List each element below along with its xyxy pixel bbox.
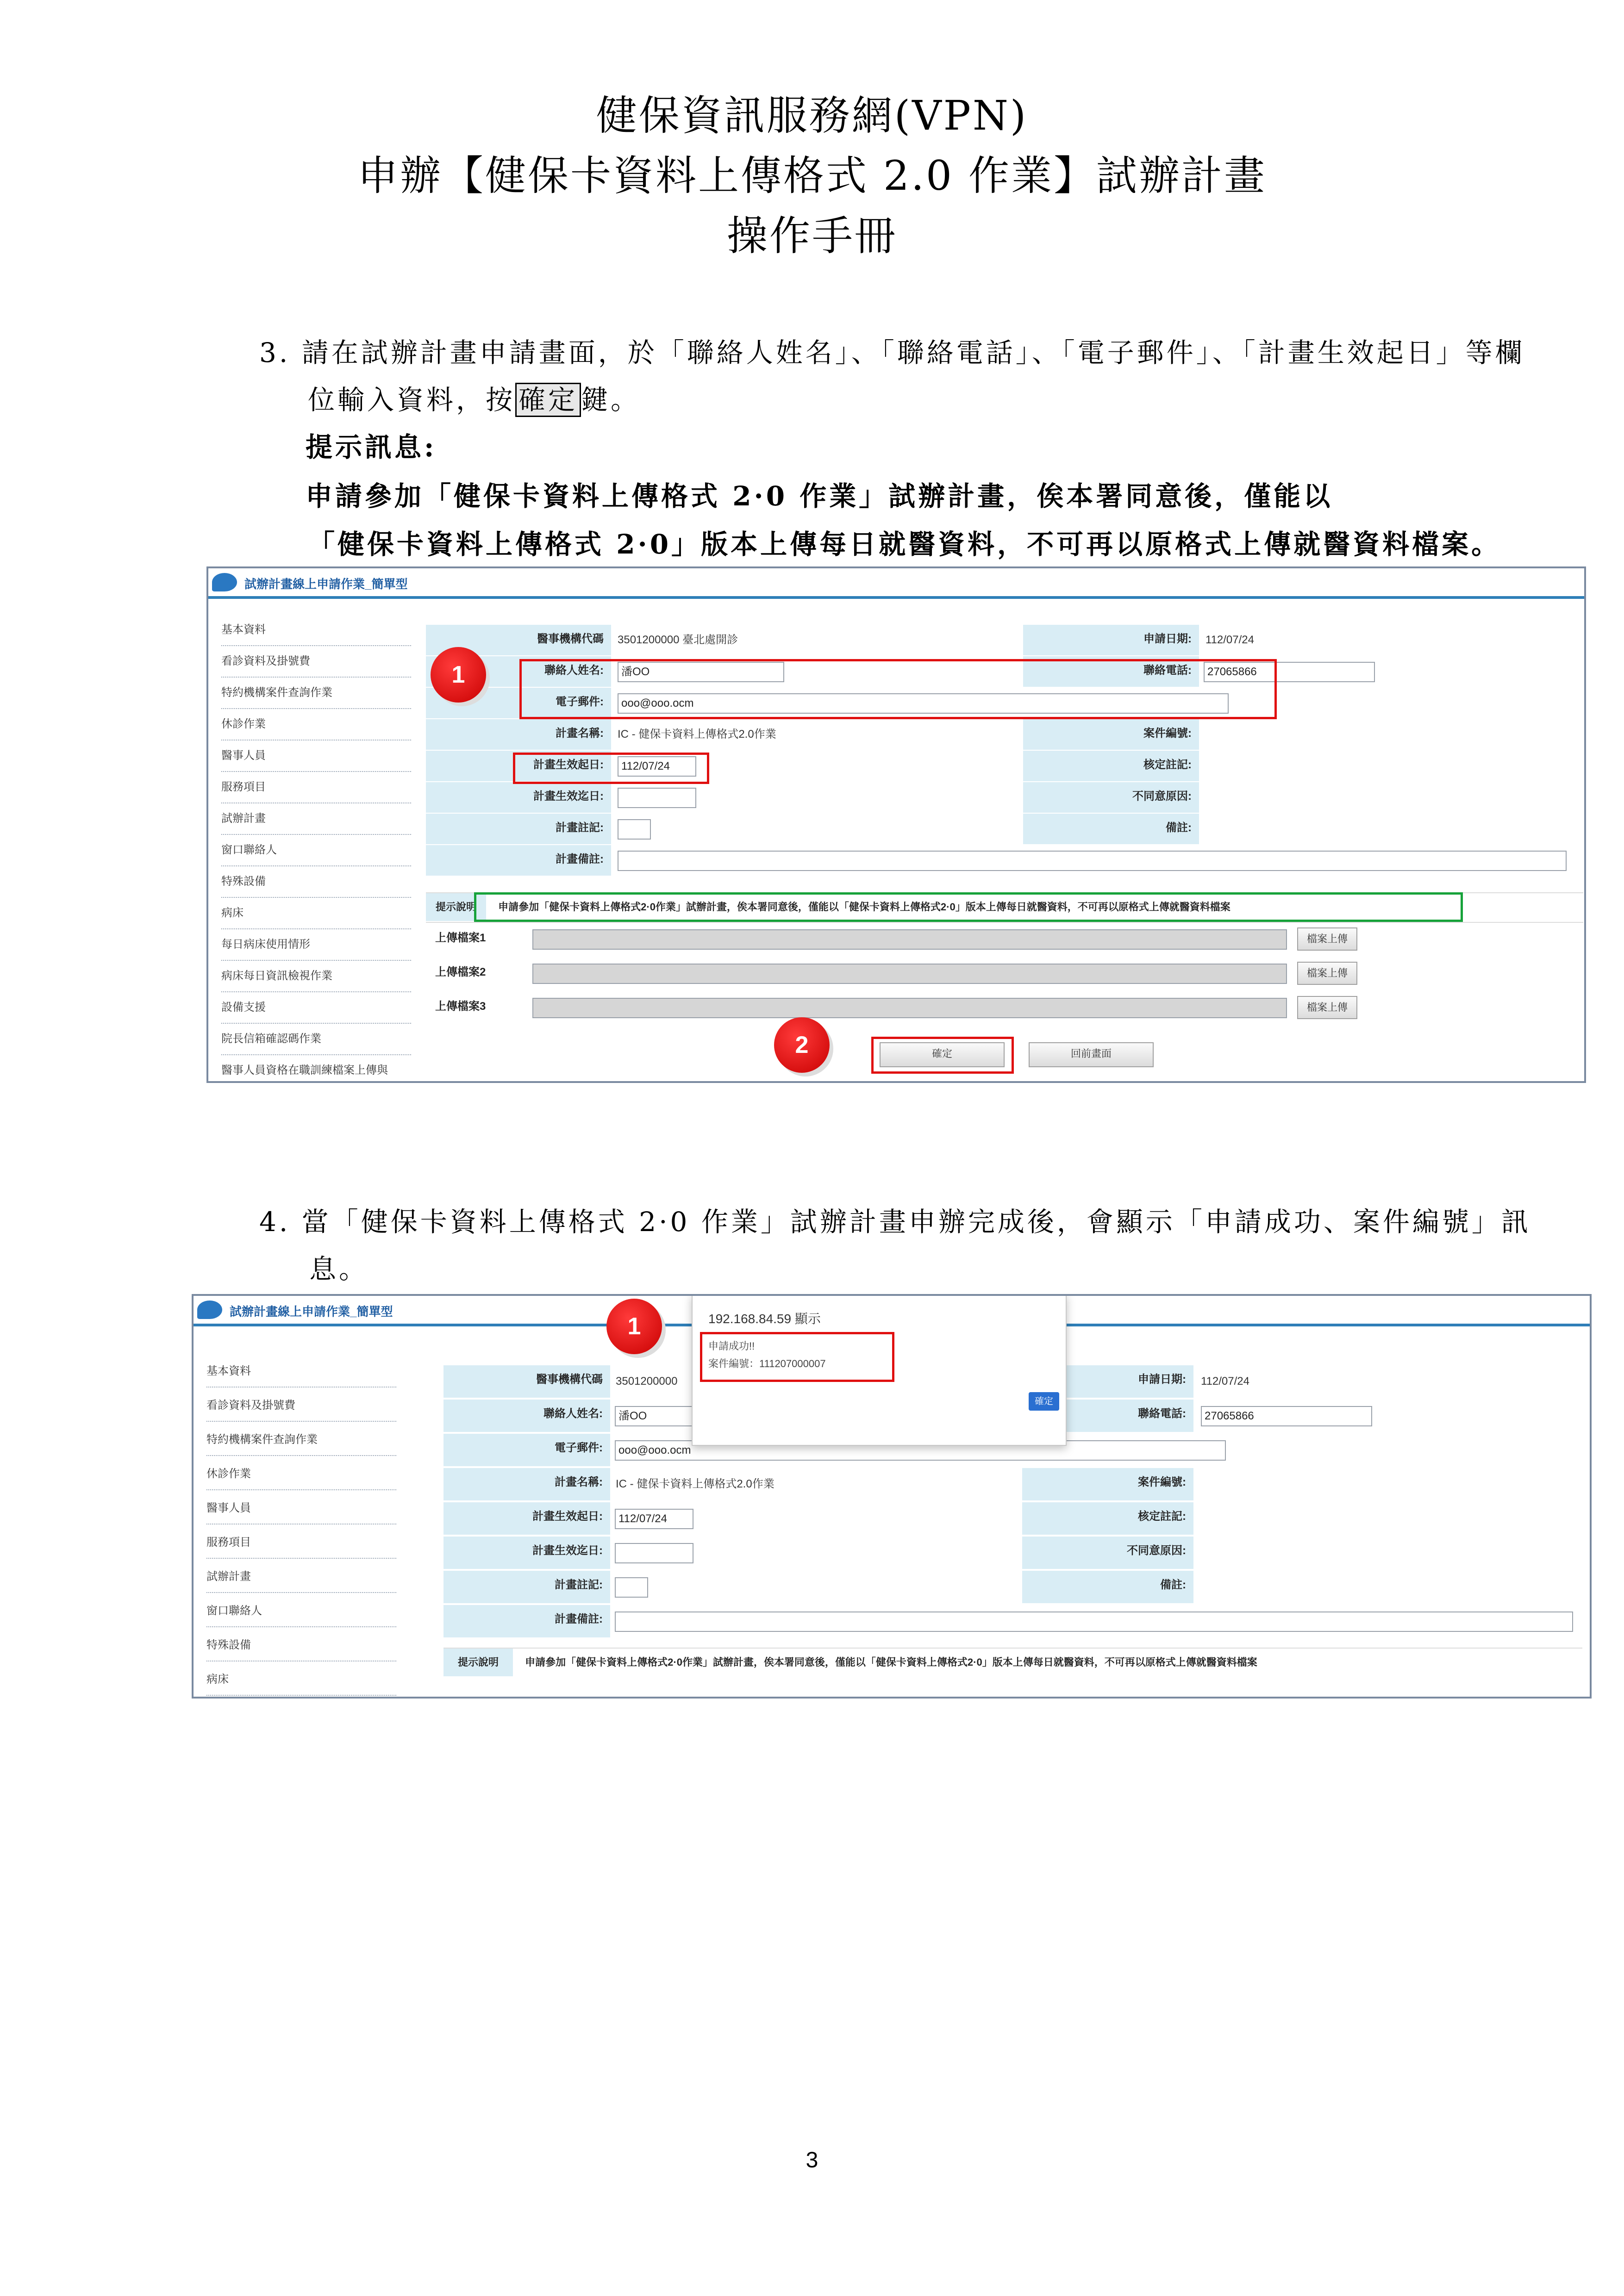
sidebar-item[interactable]: 試辦計畫 <box>221 803 411 835</box>
start-date-input[interactable]: 112/07/24 <box>615 1509 693 1529</box>
label-plan-name: 計畫名稱: <box>426 719 611 750</box>
upload-label: 上傳檔案3 <box>426 992 518 1023</box>
sidebar-item[interactable]: 每日病床使用情形 <box>221 929 411 961</box>
label-contact-phone: 聯絡電話: <box>1023 656 1199 687</box>
label-reject-reason: 不同意原因: <box>1022 1537 1193 1569</box>
dialog-message-highlight <box>700 1332 894 1382</box>
plan-note-input[interactable] <box>618 819 651 840</box>
step-badge-1: 1 <box>431 647 486 703</box>
sidebar-item[interactable]: 看診資料及掛號費 <box>221 646 411 678</box>
hint-label: 提示說明 <box>426 893 486 921</box>
dialog-ok-button[interactable]: 確定 <box>1029 1392 1059 1411</box>
dialog-message-case-no: 案件編號：111207000007 <box>708 1358 826 1369</box>
sidebar-item[interactable]: 病床每日資訊檢視作業 <box>221 961 411 992</box>
label-contact-phone: 聯絡電話: <box>1022 1400 1193 1432</box>
page-number: 3 <box>806 2148 818 2172</box>
doc-title-line1: 健保資訊服務網(VPN) <box>596 92 1028 139</box>
label-apply-date: 申請日期: <box>1023 625 1199 655</box>
sidebar-item[interactable]: 服務項目 <box>221 772 411 803</box>
label-end-date: 計畫生效迄日: <box>426 782 611 813</box>
file-upload-button[interactable]: 檔案上傳 <box>1297 962 1357 985</box>
confirm-button[interactable]: 確定 <box>880 1042 1005 1067</box>
value-plan-name: IC - 健保卡資料上傳格式2.0作業 <box>618 728 776 740</box>
hint-row <box>443 1648 1582 1677</box>
sidebar-item[interactable]: 特殊設備 <box>206 1630 396 1661</box>
sidebar-item[interactable]: 特約機構案件查詢作業 <box>206 1425 396 1456</box>
label-org-code: 醫事機構代碼 <box>443 1365 610 1398</box>
label-start-date: 計畫生效起日: <box>443 1502 610 1535</box>
file-upload-button[interactable]: 檔案上傳 <box>1297 996 1357 1019</box>
confirm-button-highlight <box>871 1037 1014 1074</box>
label-plan-note: 計畫註記: <box>443 1571 610 1603</box>
form-header-title: 試辦計畫線上申請作業_簡單型 <box>244 577 408 591</box>
screenshot-apply-success <box>192 1294 1592 1699</box>
label-approve-note: 核定註記: <box>1022 1502 1193 1535</box>
sidebar-item[interactable]: 休診作業 <box>206 1459 396 1490</box>
sidebar-item[interactable]: 基本資料 <box>221 615 411 646</box>
label-case-no: 案件編號: <box>1022 1468 1193 1500</box>
label-email: 電子郵件: <box>443 1434 610 1466</box>
upload-file-field[interactable] <box>532 998 1287 1018</box>
upload-file-field[interactable] <box>532 964 1287 984</box>
sidebar-item[interactable]: 服務項目 <box>206 1527 396 1559</box>
hint-text: 申請參加「健保卡資料上傳格式2·0作業」試辦計畫，俟本署同意後，僅能以「健保卡資料上傳格式2·0」版本上傳每日就醫資料，不可再以原格式上傳就醫資料檔案 <box>498 901 1230 913</box>
step3-text-b-pre: 位輸入資料，按 <box>308 384 516 416</box>
step3-text-a: 3. 請在試辦計畫申請畫面，於「聯絡人姓名」、「聯絡電話」、「電子郵件」、「計畫生效起日」等欄 <box>259 337 1525 368</box>
hint-line-2: 「健保卡資料上傳格式 2·0」版本上傳每日就醫資料，不可再以原格式上傳就醫資料檔案。 <box>308 529 1501 560</box>
dialog-message-success: 申請成功!! <box>708 1340 755 1352</box>
doc-title-line2: 申辦【健保卡資料上傳格式 2.0 作業】試辦計畫 <box>357 152 1267 199</box>
label-plan-name: 計畫名稱: <box>443 1468 610 1500</box>
step4-text-a: 4. 當「健保卡資料上傳格式 2·0 作業」試辦計畫申辦完成後，會顯示「申請成功、案件編號」訊 <box>259 1206 1531 1238</box>
end-date-input[interactable] <box>618 788 696 808</box>
label-start-date: 計畫生效起日: <box>426 751 611 781</box>
sidebar-item[interactable]: 看診資料及掛號費 <box>206 1390 396 1422</box>
step3-text-b-post: 鍵。 <box>581 384 641 416</box>
plan-note-input[interactable] <box>615 1577 648 1598</box>
chat-bubble-icon <box>197 1300 222 1319</box>
value-org-code: 3501200000 臺北處開診 <box>618 634 738 646</box>
plan-remark-input[interactable] <box>615 1612 1573 1632</box>
sidebar-item[interactable]: 特殊設備 <box>221 866 411 898</box>
step3-text-b <box>308 376 640 424</box>
label-case-no: 案件編號: <box>1023 719 1199 750</box>
label-contact-name: 聯絡人姓名: <box>443 1400 610 1432</box>
file-upload-button[interactable]: 檔案上傳 <box>1297 927 1357 951</box>
hint-text: 申請參加「健保卡資料上傳格式2·0作業」試辦計畫，俟本署同意後，僅能以「健保卡資料上傳格式2·0」版本上傳每日就醫資料，不可再以原格式上傳就醫資料檔案 <box>525 1656 1257 1668</box>
label-remark: 備註: <box>1022 1571 1193 1603</box>
label-remark: 備註: <box>1023 814 1199 844</box>
sidebar-item[interactable]: 基本資料 <box>206 1356 396 1388</box>
back-button[interactable]: 回前畫面 <box>1029 1042 1154 1067</box>
doc-title-line3: 操作手冊 <box>726 212 897 260</box>
contact-name-input[interactable]: 潘OO <box>615 1406 698 1426</box>
sidebar-item[interactable]: 窗口聯絡人 <box>221 835 411 866</box>
label-org-code: 醫事機構代碼 <box>426 625 611 655</box>
hint-line-1: 申請參加「健保卡資料上傳格式 2·0 作業」試辦計畫，俟本署同意後，僅能以 <box>306 480 1333 512</box>
label-approve-note: 核定註記: <box>1023 751 1199 781</box>
label-plan-remark: 計畫備註: <box>443 1605 610 1637</box>
dialog-title: 192.168.84.59 顯示 <box>708 1312 821 1326</box>
value-plan-name: IC - 健保卡資料上傳格式2.0作業 <box>616 1478 775 1490</box>
sidebar-item[interactable]: 院長信箱確認碼作業 <box>221 1024 411 1055</box>
end-date-input[interactable] <box>615 1543 693 1563</box>
label-plan-remark: 計畫備註: <box>426 845 611 876</box>
label-apply-date: 申請日期: <box>1022 1365 1193 1398</box>
start-date-highlight <box>513 753 709 784</box>
sidebar-item[interactable]: 試辦計畫 <box>206 1562 396 1593</box>
sidebar-item[interactable]: 特約機構案件查詢作業 <box>221 678 411 709</box>
label-end-date: 計畫生效迄日: <box>443 1537 610 1569</box>
sidebar-item[interactable]: 病床 <box>206 1664 396 1696</box>
upload-label: 上傳檔案2 <box>426 958 518 989</box>
sidebar-item[interactable]: 病床 <box>221 898 411 929</box>
screenshot-apply-form <box>206 566 1586 1083</box>
value-apply-date: 112/07/24 <box>1206 634 1254 646</box>
sidebar-item[interactable]: 醫事人員 <box>206 1493 396 1524</box>
contact-phone-input[interactable]: 27065866 <box>1201 1406 1372 1426</box>
label-contact-name: 聯絡人姓名: <box>426 656 611 687</box>
chat-bubble-icon <box>212 573 237 591</box>
upload-label: 上傳檔案1 <box>426 924 518 954</box>
hint-highlight <box>474 892 1463 922</box>
contact-fields-highlight <box>519 659 1277 719</box>
sidebar-item[interactable]: 醫事人員 <box>221 740 411 772</box>
contact-name-input[interactable]: 潘OO <box>618 662 784 682</box>
label-reject-reason: 不同意原因: <box>1023 782 1199 813</box>
value-org-code: 3501200000 <box>616 1375 678 1388</box>
label-plan-note: 計畫註記: <box>426 814 611 844</box>
value-apply-date: 112/07/24 <box>1201 1375 1249 1388</box>
upload-file-field[interactable] <box>532 929 1287 950</box>
form-header <box>208 568 1584 599</box>
start-date-input[interactable]: 112/07/24 <box>618 756 696 777</box>
email-input[interactable]: ooo@ooo.ocm <box>615 1440 1226 1461</box>
step-badge-1: 1 <box>606 1299 662 1354</box>
hint-label: 提示說明 <box>443 1649 513 1676</box>
confirm-key-label: 確定 <box>515 383 581 417</box>
email-input[interactable]: ooo@ooo.ocm <box>618 693 1229 714</box>
hint-title: 提示訊息: <box>306 431 437 463</box>
label-email: 電子郵件: <box>426 688 611 718</box>
contact-phone-input[interactable]: 27065866 <box>1204 662 1375 682</box>
sidebar-item[interactable]: 醫事人員資格在職訓練檔案上傳與 <box>221 1055 411 1083</box>
plan-remark-input[interactable] <box>618 851 1567 871</box>
step4-text-b: 息。 <box>309 1253 369 1285</box>
sidebar-item[interactable]: 設備支援 <box>221 992 411 1024</box>
form-header-title: 試辦計畫線上申請作業_簡單型 <box>230 1305 393 1319</box>
sidebar-item[interactable]: 窗口聯絡人 <box>206 1596 396 1627</box>
step-badge-2: 2 <box>774 1017 830 1073</box>
sidebar-item[interactable]: 休診作業 <box>221 709 411 740</box>
